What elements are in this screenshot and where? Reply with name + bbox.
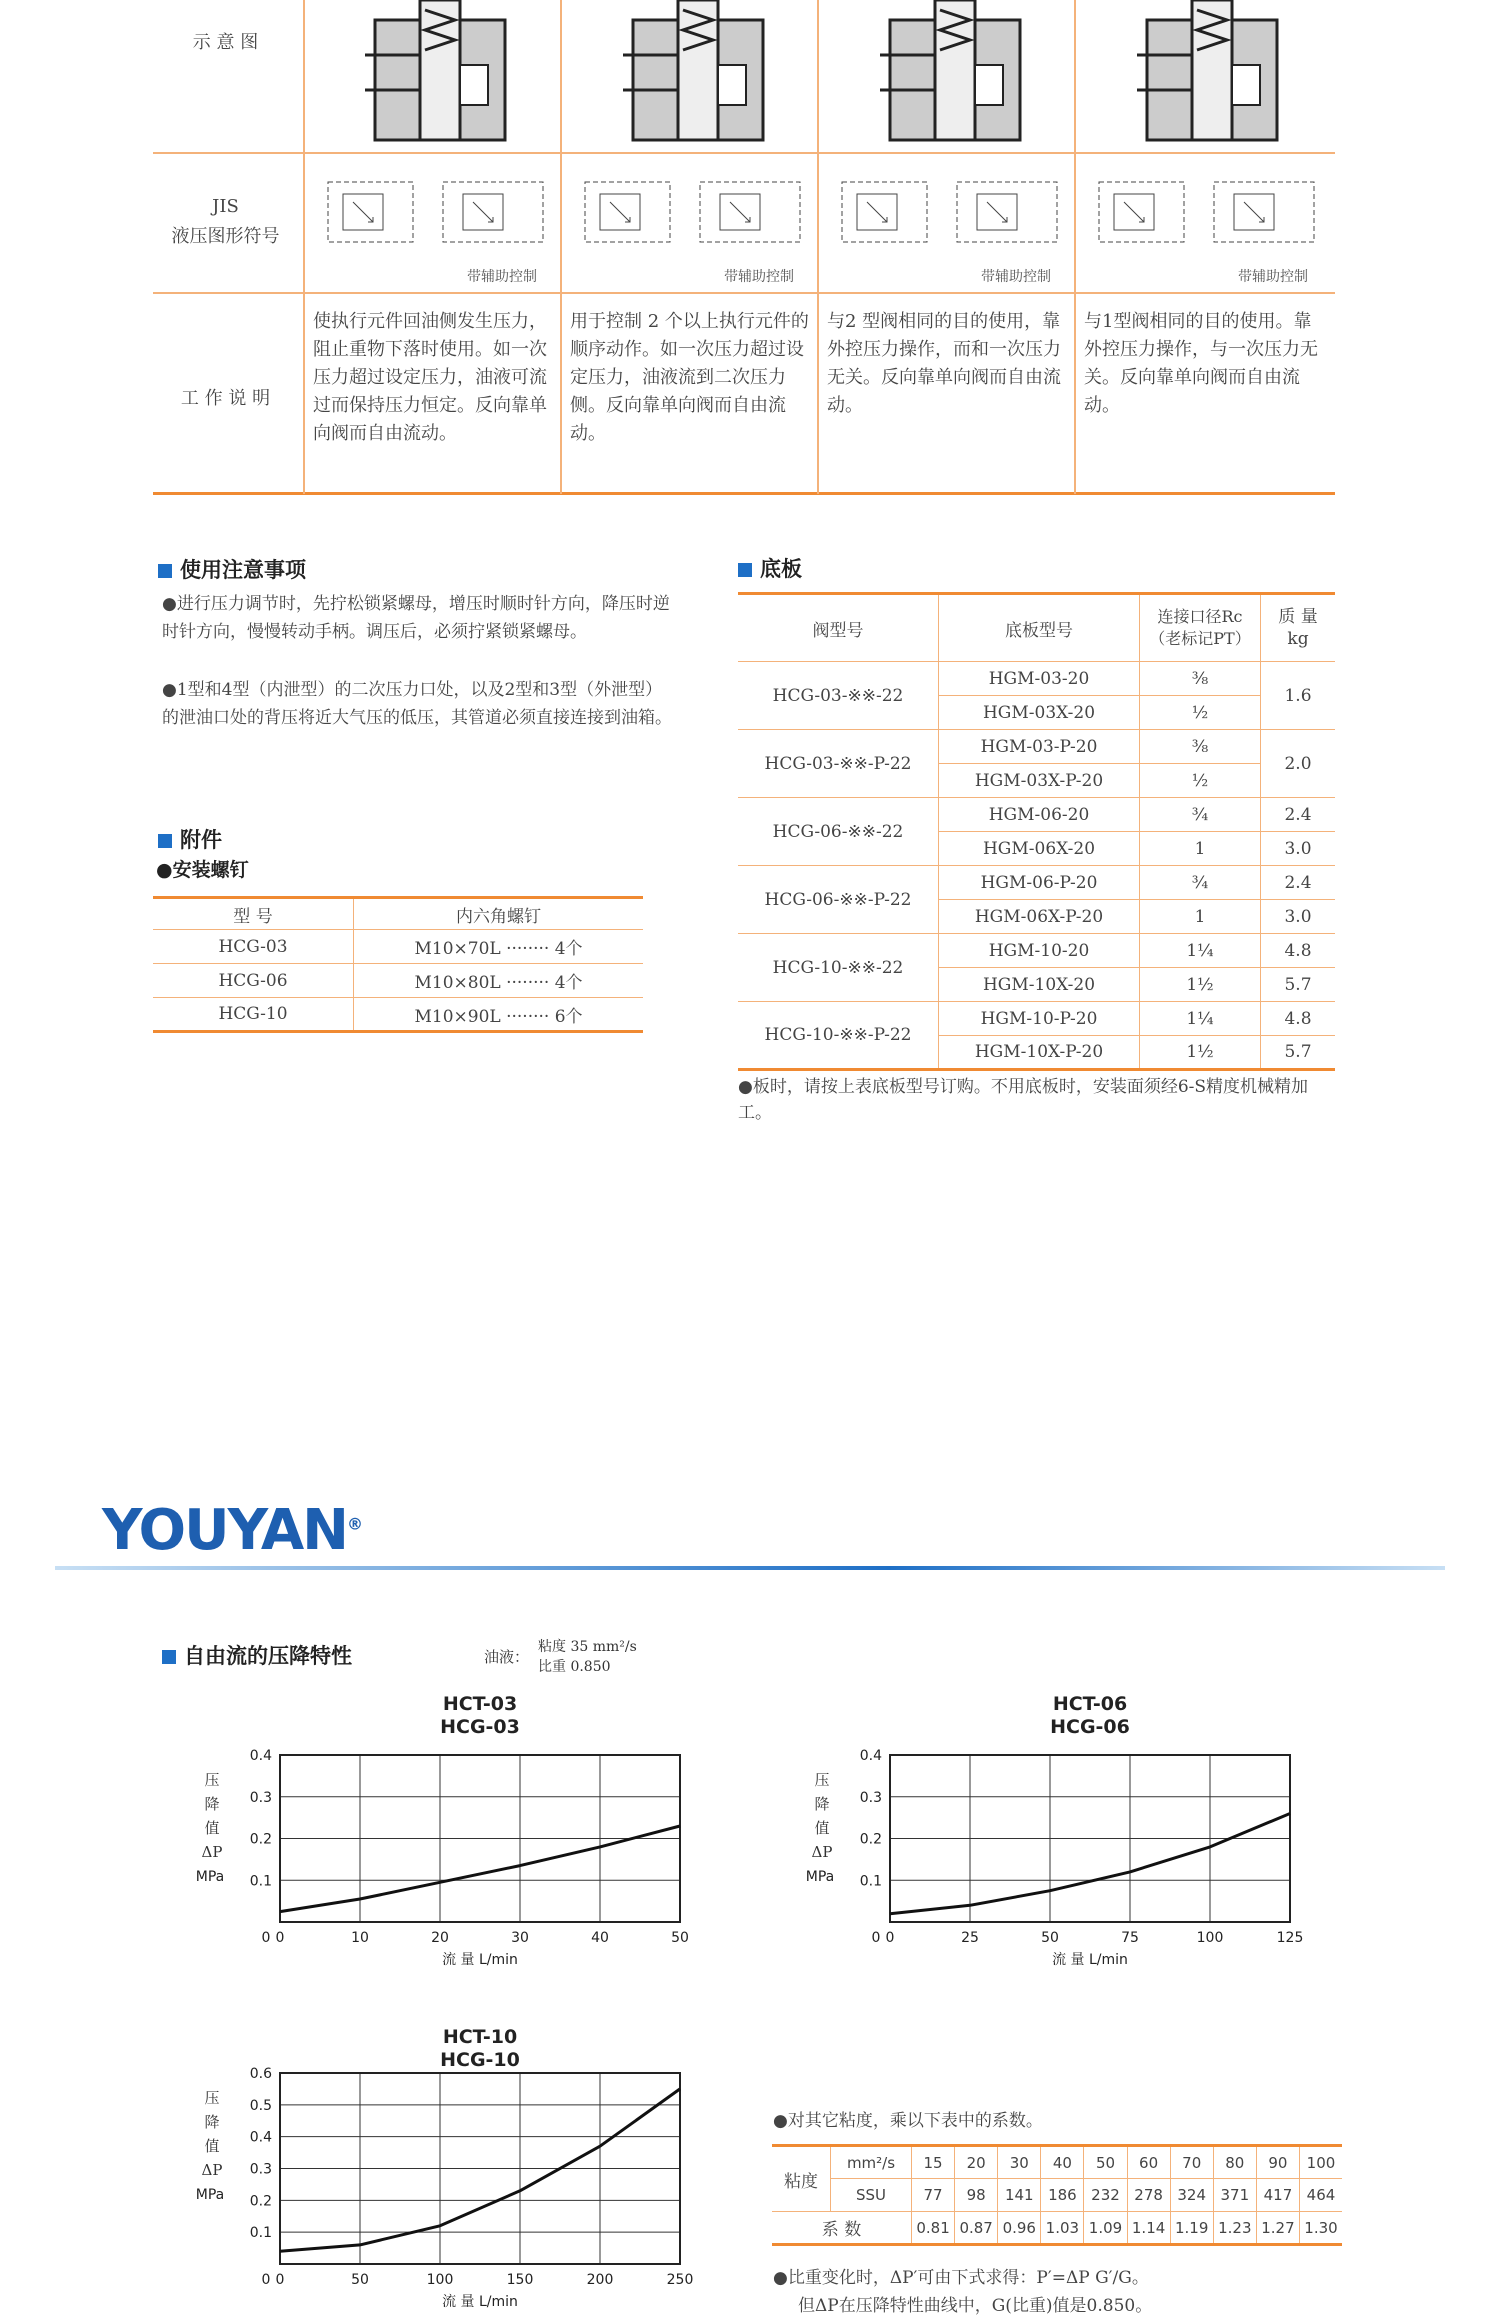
visc-mm2s: 20: [955, 2146, 998, 2179]
youyan-logo: YOUYAN®: [102, 1498, 362, 1563]
screw-bolt: M10×90L ········ 6个: [354, 998, 644, 1032]
bp-plate-model: HGM-03X-P-20: [939, 764, 1140, 798]
x-tick-label: 200: [586, 2272, 614, 2288]
bp-valve-model: HCG-10-※※-22: [738, 934, 939, 1002]
aux-caption-1: 带辅助控制: [467, 269, 537, 285]
x-tick-label: 30: [511, 1930, 529, 1946]
coef-label: 系 数: [772, 2212, 912, 2245]
screw-bolt: M10×70L ········ 4个: [354, 930, 644, 964]
bp-port-size: 1: [1140, 900, 1261, 934]
jis-symbols-type2: [580, 172, 810, 252]
visc-coef: 1.27: [1256, 2212, 1299, 2245]
chart-hct03: [190, 1690, 710, 1980]
visc-coef: 1.09: [1084, 2212, 1127, 2245]
bp-mass: 2.4: [1261, 866, 1336, 900]
oil-label: 油液：: [484, 1648, 530, 1666]
x-tick-label: 150: [506, 2272, 534, 2288]
visc-coef: 1.30: [1299, 2212, 1342, 2245]
visc-ssu: 371: [1213, 2179, 1256, 2212]
chart-title-1: HCT-06: [1052, 1693, 1128, 1715]
brand-divider: [55, 1566, 1445, 1570]
chart-title-2: HCG-06: [1050, 1716, 1130, 1738]
screw-model: HCG-10: [153, 998, 354, 1032]
work-desc-type4: 与1型阀相同的目的使用。靠外控压力操作，与一次压力无关。反向靠单向阀而自由流动。: [1084, 311, 1318, 416]
visc-mm2s: 100: [1299, 2146, 1342, 2179]
y-tick-label: 0.5: [249, 2097, 272, 2114]
x-tick-label: 0: [275, 2272, 285, 2288]
visc-mm2s: 15: [912, 2146, 955, 2179]
jis-symbols-type4: [1094, 172, 1324, 252]
x-tick-label: 250: [666, 2272, 694, 2288]
bp-col-plate: 底板型号: [939, 594, 1140, 662]
viscosity-row-ssu: [772, 2179, 1342, 2212]
x-tick-label: 50: [671, 1930, 689, 1946]
bp-col-valve: 阀型号: [738, 594, 939, 662]
x-axis-label: 流 量 L/min: [1052, 1952, 1128, 1968]
unit-mm2s: mm²/s: [831, 2146, 912, 2179]
work-row-label: 工 作 说 明: [180, 388, 271, 409]
x-tick-label: 50: [351, 2272, 369, 2288]
y-axis-label: MPa: [195, 1869, 225, 1885]
visc-mm2s: 40: [1041, 2146, 1084, 2179]
gravity-line-2: 但ΔP在压降特性曲线中，G(比重)值是0.850。: [798, 2296, 1153, 2316]
bp-plate-model: HGM-03-P-20: [939, 730, 1140, 764]
y-axis-label: 压: [204, 2089, 220, 2107]
screw-model: HCG-03: [153, 930, 354, 964]
chart-title-2: HCG-10: [440, 2049, 520, 2071]
jis-row-label-1: JIS: [212, 196, 239, 217]
bp-port-size: 1¼: [1140, 934, 1261, 968]
oil-gravity: 比重 0.850: [538, 1659, 611, 1675]
bp-port-size: ⅜: [1140, 730, 1261, 764]
x-tick-label: 40: [591, 1930, 609, 1946]
x-tick-label: 10: [351, 1930, 369, 1946]
bp-plate-model: HGM-03-20: [939, 662, 1140, 696]
y-tick-label: 0.1: [249, 1873, 272, 1890]
y-zero: 0: [871, 1930, 881, 1946]
bp-valve-model: HCG-06-※※-P-22: [738, 866, 939, 934]
screw-table: [153, 896, 643, 1033]
visc-ssu: 278: [1127, 2179, 1170, 2212]
visc-ssu: 324: [1170, 2179, 1213, 2212]
table-row: [738, 934, 1335, 968]
bp-port-size: ½: [1140, 696, 1261, 730]
y-tick-label: 0.2: [249, 2193, 272, 2210]
notes-item-1: ●进行压力调节时，先拧松锁紧螺母，增压时顺时针方向，降压时逆时针方向，慢慢转动手柄。调压后，必须拧紧锁紧螺母。: [162, 594, 670, 642]
y-axis-label: 降: [814, 1795, 830, 1813]
screw-col-bolt: 内六角螺钉: [354, 898, 644, 930]
visc-ssu: 186: [1041, 2179, 1084, 2212]
bp-port-size: ½: [1140, 764, 1261, 798]
y-tick-label: 0.4: [249, 1748, 272, 1764]
y-axis-label: 值: [204, 1819, 220, 1837]
bp-col-mass: 质 量 kg: [1261, 594, 1336, 662]
table-row: [153, 998, 643, 1032]
x-tick-label: 0: [885, 1930, 895, 1946]
bp-col-port: 连接口径Rc （老标记PT）: [1140, 594, 1261, 662]
visc-coef: 1.23: [1213, 2212, 1256, 2245]
bp-valve-model: HCG-03-※※-22: [738, 662, 939, 730]
bp-port-size: ¾: [1140, 866, 1261, 900]
chart-hct10: [190, 2023, 710, 2322]
bp-plate-model: HGM-06-20: [939, 798, 1140, 832]
visc-ssu: 232: [1084, 2179, 1127, 2212]
viscosity-row-coef: [772, 2212, 1342, 2245]
valve-diagram-type3: [880, 0, 1030, 145]
bp-mass: 5.7: [1261, 968, 1336, 1002]
valve-diagram-type2: [623, 0, 773, 145]
y-tick-label: 0.1: [859, 1873, 882, 1890]
bp-valve-model: HCG-10-※※-P-22: [738, 1002, 939, 1070]
diagram-row-label: 示 意 图: [192, 32, 259, 53]
bp-mass: 3.0: [1261, 900, 1336, 934]
x-tick-label: 25: [961, 1930, 979, 1946]
screw-table-header: [153, 898, 643, 930]
x-tick-label: 20: [431, 1930, 449, 1946]
x-tick-label: 125: [1276, 1930, 1304, 1946]
valve-diagram-type4: [1137, 0, 1287, 145]
y-zero: 0: [261, 1930, 271, 1946]
x-tick-label: 100: [1196, 1930, 1224, 1946]
y-axis-label: 压: [204, 1771, 220, 1789]
visc-ssu: 417: [1256, 2179, 1299, 2212]
pressure-drop-title: 自由流的压降特性: [162, 1640, 352, 1670]
table-row: [738, 1002, 1335, 1036]
jis-symbols-type1: [323, 172, 553, 252]
baseplate-note: ●板时，请按上表底板型号订购。不用底板时，安装面须经6-S精度机械精加工。: [738, 1077, 1309, 1123]
bp-plate-model: HGM-10X-P-20: [939, 1036, 1140, 1070]
bp-port-size: 1¼: [1140, 1002, 1261, 1036]
visc-mm2s: 50: [1084, 2146, 1127, 2179]
bp-mass: 2.0: [1261, 730, 1336, 798]
visc-coef: 1.19: [1170, 2212, 1213, 2245]
table-row: [738, 730, 1335, 764]
jis-symbols-type3: [837, 172, 1067, 252]
baseplate-table: [738, 592, 1335, 1071]
x-tick-label: 100: [426, 2272, 454, 2288]
bp-mass: 2.4: [1261, 798, 1336, 832]
visc-ssu: 77: [912, 2179, 955, 2212]
screw-col-model: 型 号: [153, 898, 354, 930]
table-row: [738, 866, 1335, 900]
y-tick-label: 0.1: [249, 2225, 272, 2242]
bp-plate-model: HGM-06X-20: [939, 832, 1140, 866]
viscosity-table: [772, 2144, 1342, 2246]
viscosity-row-mm2s: [772, 2146, 1342, 2179]
bp-port-size: ¾: [1140, 798, 1261, 832]
viscosity-note: ●对其它粘度，乘以下表中的系数。: [773, 2111, 1043, 2131]
bp-mass: 3.0: [1261, 832, 1336, 866]
oil-viscosity: 粘度 35 mm²/s: [538, 1639, 637, 1655]
work-desc-type3: 与2 型阀相同的目的使用，靠外控压力操作，而和一次压力无关。反向靠单向阀而自由流动。: [827, 311, 1061, 416]
table-row: [153, 930, 643, 964]
visc-mm2s: 30: [998, 2146, 1041, 2179]
visc-coef: 1.14: [1127, 2212, 1170, 2245]
y-axis-label: 值: [814, 1819, 830, 1837]
x-tick-label: 0: [275, 1930, 285, 1946]
valve-type-table: [153, 0, 1335, 494]
unit-ssu: SSU: [831, 2179, 912, 2212]
accessory-subtitle: ●安装螺钉: [156, 859, 249, 881]
bp-valve-model: HCG-03-※※-P-22: [738, 730, 939, 798]
aux-caption-2: 带辅助控制: [724, 269, 794, 285]
viscosity-label: 粘度: [772, 2146, 831, 2212]
y-tick-label: 0.3: [249, 1789, 272, 1806]
visc-mm2s: 70: [1170, 2146, 1213, 2179]
x-axis-label: 流 量 L/min: [442, 2294, 518, 2310]
bp-plate-model: HGM-10-20: [939, 934, 1140, 968]
accessory-title: 附件: [158, 824, 222, 854]
visc-coef: 0.96: [998, 2212, 1041, 2245]
y-axis-label: MPa: [805, 1869, 835, 1885]
bp-plate-model: HGM-06X-P-20: [939, 900, 1140, 934]
bp-plate-model: HGM-06-P-20: [939, 866, 1140, 900]
chart-title-1: HCT-10: [442, 2026, 518, 2048]
visc-coef: 0.81: [912, 2212, 955, 2245]
notes-item-2: ●1型和4型（内泄型）的二次压力口处，以及2型和3型（外泄型）的泄油口处的背压将近大气压的低压，其管道必须直接连接到油箱。: [162, 680, 672, 728]
baseplate-title: 底板: [738, 553, 802, 583]
y-axis-label: MPa: [195, 2187, 225, 2203]
gravity-line-1: ●比重变化时，ΔP′可由下式求得：P′=ΔP G′/G。: [773, 2268, 1149, 2288]
x-tick-label: 50: [1041, 1930, 1059, 1946]
baseplate-header: [738, 594, 1335, 662]
visc-mm2s: 60: [1127, 2146, 1170, 2179]
y-axis-label: 降: [204, 1795, 220, 1813]
y-axis-label: ΔP: [201, 1843, 223, 1861]
y-tick-label: 0.3: [249, 2161, 272, 2178]
chart-hct06: [800, 1690, 1320, 1980]
y-tick-label: 0.3: [859, 1789, 882, 1806]
bp-plate-model: HGM-10X-20: [939, 968, 1140, 1002]
bp-plate-model: HGM-03X-20: [939, 696, 1140, 730]
y-tick-label: 0.2: [249, 1831, 272, 1848]
table-row: [738, 798, 1335, 832]
bp-port-size: 1: [1140, 832, 1261, 866]
x-axis-label: 流 量 L/min: [442, 1952, 518, 1968]
y-tick-label: 0.2: [859, 1831, 882, 1848]
bp-mass: 5.7: [1261, 1036, 1336, 1070]
visc-mm2s: 80: [1213, 2146, 1256, 2179]
jis-row-label-2: 液压图形符号: [171, 226, 280, 247]
y-tick-label: 0.4: [859, 1748, 882, 1764]
y-tick-label: 0.6: [249, 2066, 272, 2082]
table-row: [153, 964, 643, 998]
y-axis-label: ΔP: [201, 2161, 223, 2179]
x-tick-label: 75: [1121, 1930, 1139, 1946]
visc-coef: 0.87: [955, 2212, 998, 2245]
screw-model: HCG-06: [153, 964, 354, 998]
visc-ssu: 464: [1299, 2179, 1342, 2212]
y-axis-label: ΔP: [811, 1843, 833, 1861]
series-line: [890, 1814, 1290, 1914]
y-axis-label: 值: [204, 2137, 220, 2155]
aux-caption-4: 带辅助控制: [1238, 269, 1308, 285]
bp-valve-model: HCG-06-※※-22: [738, 798, 939, 866]
screw-bolt: M10×80L ········ 4个: [354, 964, 644, 998]
bp-mass: 1.6: [1261, 662, 1336, 730]
y-zero: 0: [261, 2272, 271, 2288]
y-tick-label: 0.4: [249, 2129, 272, 2146]
y-axis-label: 降: [204, 2113, 220, 2131]
table-row: [738, 662, 1335, 696]
visc-mm2s: 90: [1256, 2146, 1299, 2179]
chart-title-2: HCG-03: [440, 1716, 520, 1738]
bp-port-size: ⅜: [1140, 662, 1261, 696]
valve-diagram-type1: [365, 0, 515, 145]
visc-ssu: 141: [998, 2179, 1041, 2212]
work-desc-type1: 使执行元件回油侧发生压力，阻止重物下落时使用。如一次压力超过设定压力，油液可流过而保持压力恒定。反向靠单向阀而自由流动。: [313, 311, 547, 444]
aux-caption-3: 带辅助控制: [981, 269, 1051, 285]
visc-ssu: 98: [955, 2179, 998, 2212]
bp-port-size: 1½: [1140, 1036, 1261, 1070]
bp-plate-model: HGM-10-P-20: [939, 1002, 1140, 1036]
bp-mass: 4.8: [1261, 934, 1336, 968]
y-axis-label: 压: [814, 1771, 830, 1789]
bp-mass: 4.8: [1261, 1002, 1336, 1036]
bp-port-size: 1½: [1140, 968, 1261, 1002]
chart-title-1: HCT-03: [442, 1693, 518, 1715]
visc-coef: 1.03: [1041, 2212, 1084, 2245]
work-desc-type2: 用于控制 2 个以上执行元件的顺序动作。如一次压力超过设定压力，油液流到二次压力侧。反向靠单向阀而自由流动。: [570, 311, 809, 444]
series-line: [280, 2089, 680, 2251]
notes-title: 使用注意事项: [158, 554, 306, 584]
